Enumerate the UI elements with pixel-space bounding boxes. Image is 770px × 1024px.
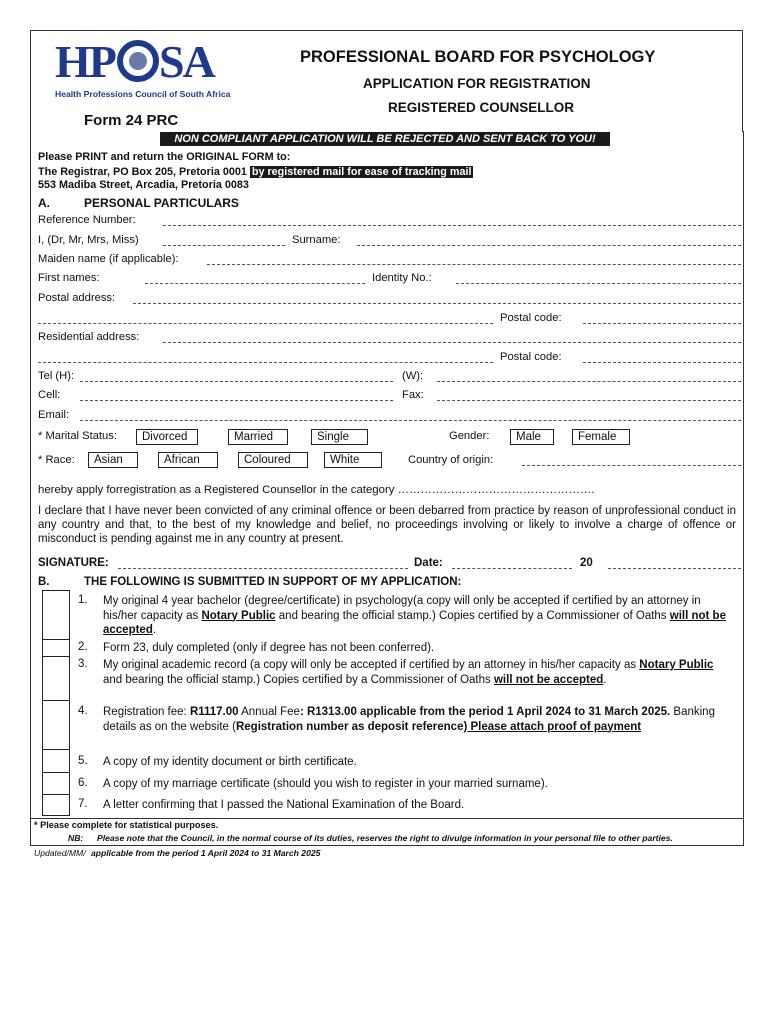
section-a-letter: A. <box>38 196 50 210</box>
nb-label: NB: <box>68 833 84 843</box>
postal-address-label: Postal address: <box>38 292 116 304</box>
year-label: 20 <box>580 557 593 569</box>
gender-female[interactable]: Female <box>572 429 630 445</box>
first-names-field[interactable] <box>145 283 365 284</box>
postal-code-field[interactable] <box>583 323 741 324</box>
gender-male[interactable]: Male <box>510 429 554 445</box>
nb-text: Please note that the Council, in the normal course of its duties, reserves the right to divulge information in your personal file to other parties. <box>97 833 673 843</box>
item-3-text-c: and bearing the official stamp.) Copies certified by a Commissioner of Oaths <box>103 673 494 686</box>
subtitle-counsellor: REGISTERED COUNSELLOR <box>388 100 575 115</box>
street-address: 553 Madiba Street, Arcadia, Pretoria 0083 <box>38 179 249 191</box>
year-field[interactable] <box>608 568 741 569</box>
item-4-reg-fee: R1117.00 <box>189 706 239 718</box>
race-white[interactable]: White <box>324 452 382 468</box>
item-3-not-accepted: will not be accepted <box>493 673 604 686</box>
hpcsa-logo <box>55 37 235 97</box>
item-4-annual-fee: : R1313.00 applicable from the period 1 April 2024 to 31 March 2025. <box>299 706 671 718</box>
item-1-text-a: My original 4 year bachelor (degree/certificate) in psychology(a copy will only be accepted if certified by an attorney in his/her capacity as <box>103 595 701 622</box>
page-title: PROFESSIONAL BOARD FOR PSYCHOLOGY <box>300 48 656 66</box>
checkbox-item-1[interactable] <box>42 591 70 640</box>
item-1-notary: Notary Public <box>201 609 276 622</box>
item-4-reference: Registration number as deposit reference) <box>235 720 468 733</box>
subtitle-application: APPLICATION FOR REGISTRATION <box>363 76 591 91</box>
item-5-number: 5. <box>78 755 88 767</box>
marital-label: * Marital Status: <box>38 430 117 442</box>
checkbox-item-7[interactable] <box>42 794 70 814</box>
date-label: Date: <box>414 557 443 569</box>
email-field[interactable] <box>80 420 741 421</box>
item-1-text <box>103 594 735 638</box>
surname-label: Surname: <box>292 234 341 246</box>
item-3-text-e: . <box>603 673 607 686</box>
identity-label: Identity No.: <box>372 272 432 284</box>
race-asian[interactable]: Asian <box>88 452 138 468</box>
item-1-not-accepted: will not be accepted <box>103 609 726 636</box>
gender-label: Gender: <box>449 430 490 442</box>
svg-text:HP: HP <box>55 37 115 83</box>
updated-label: Updated/MM/ <box>34 848 86 858</box>
first-names-label: First names: <box>38 272 100 284</box>
item-4-proof: Please attach proof of payment <box>467 720 642 733</box>
identity-field[interactable] <box>456 283 741 284</box>
checkbox-item-6[interactable] <box>42 772 70 795</box>
signature-field[interactable] <box>118 568 408 569</box>
item-3-text <box>103 658 735 687</box>
residential-label: Residential address: <box>38 331 140 343</box>
item-4-banking: Banking details as on the website ( <box>103 706 715 733</box>
title-field[interactable] <box>163 245 285 246</box>
item-6-number: 6. <box>78 777 88 789</box>
warning-banner: NON COMPLIANT APPLICATION WILL BE REJECTED AND SENT BACK TO YOU! <box>160 132 610 146</box>
surname-field[interactable] <box>357 245 741 246</box>
marital-single[interactable]: Single <box>311 429 368 445</box>
updated-text: applicable from the period 1 April 2024 to 31 March 2025 <box>91 848 321 858</box>
race-coloured[interactable]: Coloured <box>238 452 308 468</box>
maiden-field[interactable] <box>207 264 741 265</box>
item-1-text-e: . <box>152 624 157 636</box>
item-2-number: 2. <box>78 641 88 653</box>
signature-label: SIGNATURE: <box>38 557 109 569</box>
title-label: I, (Dr, Mr, Mrs, Miss) <box>38 234 139 246</box>
cell-label: Cell: <box>38 389 61 401</box>
logo-subtitle: Health Professions Council of South Africa <box>55 89 231 99</box>
item-6-text: A copy of my marriage certificate (should you wish to register in your married surname). <box>103 778 548 790</box>
residential-field[interactable] <box>163 342 741 343</box>
postal-code-label: Postal code: <box>500 312 562 324</box>
section-a-title: PERSONAL PARTICULARS <box>84 196 239 210</box>
svg-text:SA: SA <box>159 37 214 83</box>
postal-code-2-field[interactable] <box>583 362 741 363</box>
item-4-text <box>103 705 735 734</box>
tel-home-field[interactable] <box>80 381 393 382</box>
item-3-number: 3. <box>78 658 88 670</box>
item-1-number: 1. <box>78 594 88 606</box>
country-label: Country of origin: <box>408 454 494 466</box>
declaration-text: I declare that I have never been convicted of any criminal offence or been debarred from practice by reason of unprofessional conduct in any country and that, to the best of my knowledge and belief, no proceedings involving or likely to involve a charge of offence or misconduct is pending against me in any country at present. <box>38 505 736 545</box>
item-2-text: Form 23, duly completed (only if degree has not been conferred). <box>103 642 435 654</box>
item-4-number: 4. <box>78 705 88 717</box>
cell-field[interactable] <box>80 400 393 401</box>
item-7-number: 7. <box>78 798 88 810</box>
item-4-text-a: Registration fee: <box>103 706 190 718</box>
section-b-title: THE FOLLOWING IS SUBMITTED IN SUPPORT OF MY APPLICATION: <box>84 576 462 588</box>
return-instruction: Please PRINT and return the ORIGINAL FORM to: <box>38 151 291 163</box>
item-1-text-c: and bearing the official stamp.) Copies certified by a Commissioner of Oaths <box>275 609 670 622</box>
postal-code-2-label: Postal code: <box>500 351 562 363</box>
residential-field-2[interactable] <box>38 362 493 363</box>
checkbox-item-3[interactable] <box>42 656 70 701</box>
hpcsa-logo-icon <box>55 37 235 83</box>
tel-work-label: (W): <box>402 370 424 382</box>
marital-married[interactable]: Married <box>228 429 288 445</box>
checkbox-item-2[interactable] <box>42 639 70 657</box>
apply-statement: hereby apply forregistration as a Registered Counsellor in the category ……………………………………………. <box>38 484 595 496</box>
postal-address-field-2[interactable] <box>38 323 493 324</box>
checkbox-item-4[interactable] <box>42 700 70 750</box>
item-3-notary: Notary Public <box>639 659 714 671</box>
reference-label: Reference Number: <box>38 214 136 226</box>
registrar-address <box>38 166 473 178</box>
item-3-text-a: My original academic record (a copy will only be accepted if certified by an attorney in his/her capacity as <box>103 659 640 671</box>
form-number: Form 24 PRC <box>84 112 179 129</box>
country-field[interactable] <box>522 465 741 466</box>
registrar-po-box: The Registrar, PO Box 205, Pretoria 0001 <box>38 166 247 178</box>
postal-address-field[interactable] <box>133 303 741 304</box>
item-7-text: A letter confirming that I passed the National Examination of the Board. <box>103 799 465 811</box>
reference-field[interactable] <box>163 225 741 226</box>
race-label: * Race: <box>38 454 75 466</box>
email-label: Email: <box>38 409 70 421</box>
item-5-text: A copy of my identity document or birth certificate. <box>103 756 357 768</box>
marital-divorced[interactable]: Divorced <box>136 429 198 445</box>
section-b-letter: B. <box>38 576 50 588</box>
registered-mail-note: by registered mail for ease of tracking mail <box>251 166 472 178</box>
item-4-annual-label: Annual Fee <box>238 706 300 718</box>
tel-work-field[interactable] <box>437 381 741 382</box>
date-field[interactable] <box>452 568 572 569</box>
checkbox-item-5[interactable] <box>42 749 70 773</box>
tel-home-label: Tel (H): <box>38 370 75 382</box>
race-african[interactable]: African <box>158 452 218 468</box>
fax-label: Fax: <box>402 389 424 401</box>
maiden-label: Maiden name (if applicable): <box>38 253 179 265</box>
statistical-note: * Please complete for statistical purposes. <box>34 820 219 830</box>
fax-field[interactable] <box>437 400 741 401</box>
